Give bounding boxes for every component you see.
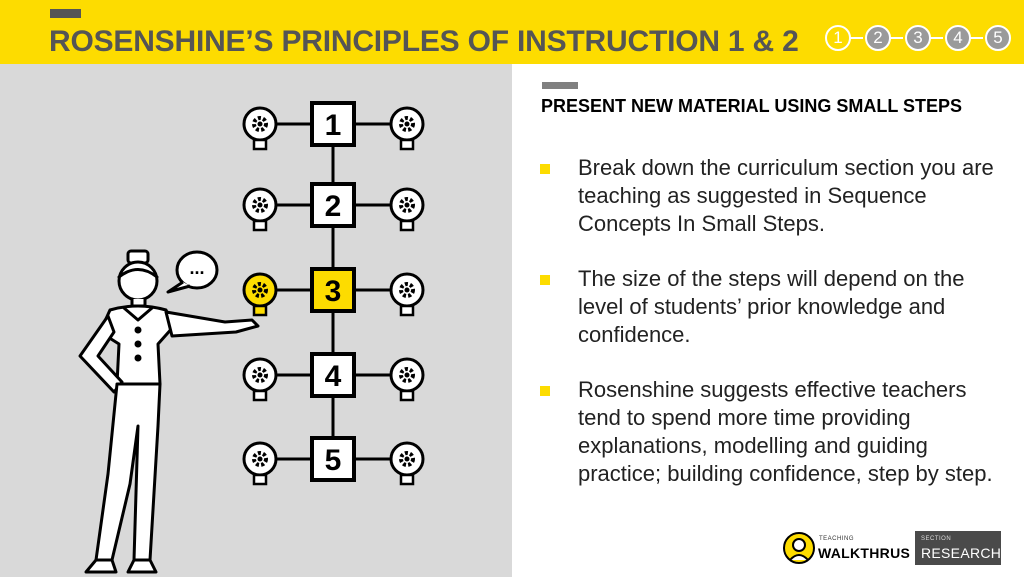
- bullet-marker-icon: [540, 386, 550, 396]
- speech-text: ...: [189, 258, 205, 278]
- bullet-item: [540, 154, 1010, 238]
- bullet-text: Break down the curriculum section you are teaching as suggested in Sequence Concepts In Small Steps.: [578, 155, 994, 236]
- content-accent-bar: [542, 82, 578, 89]
- header-bar: [0, 0, 1024, 64]
- bullet-marker-icon: [540, 164, 550, 174]
- step-box-2: 2: [324, 190, 342, 223]
- logo-teaching-text: TEACHING: [819, 536, 855, 542]
- bullet-text: The size of the steps will depend on the level of students’ prior knowledge and confidence.: [578, 266, 965, 347]
- bullet-item: [540, 265, 1010, 349]
- logo-walkthrus-text: WALKTHRUS: [818, 545, 911, 561]
- step-1-indicator[interactable]: 1: [825, 25, 851, 51]
- section-heading: PRESENT NEW MATERIAL USING SMALL STEPS: [541, 96, 963, 116]
- teacher-steps-illustration: [0, 64, 512, 577]
- logo-section-text: SECTION: [921, 536, 952, 542]
- walkthrus-badge-icon: [783, 532, 815, 564]
- walkthrus-logo: [781, 531, 1001, 565]
- bullet-item: [540, 376, 1010, 488]
- teacher-figure: [80, 251, 258, 572]
- logo-research-text: RESEARCH: [921, 545, 1002, 561]
- header-accent-bar: [50, 9, 81, 18]
- bullet-marker-icon: [540, 275, 550, 285]
- page-title: ROSENSHINE’S PRINCIPLES OF INSTRUCTION 1 & 2: [49, 25, 799, 58]
- step-box-1: 1: [324, 109, 342, 142]
- step-2-indicator[interactable]: 2: [865, 25, 891, 51]
- step-box-4: 4: [324, 360, 342, 393]
- bullet-text: Rosenshine suggests effective teachers tend to spend more time providing explanations, modelling and guiding practice; building confidence, step by step.: [578, 377, 993, 486]
- bullet-list: [540, 154, 1010, 515]
- step-4-indicator[interactable]: 4: [945, 25, 971, 51]
- step-navigation: [825, 25, 1005, 53]
- step-box-5: 5: [324, 444, 342, 477]
- step-box-3: 3: [324, 275, 342, 308]
- step-5-indicator[interactable]: 5: [985, 25, 1011, 51]
- step-3-indicator[interactable]: 3: [905, 25, 931, 51]
- speech-bubble-icon: [168, 252, 217, 292]
